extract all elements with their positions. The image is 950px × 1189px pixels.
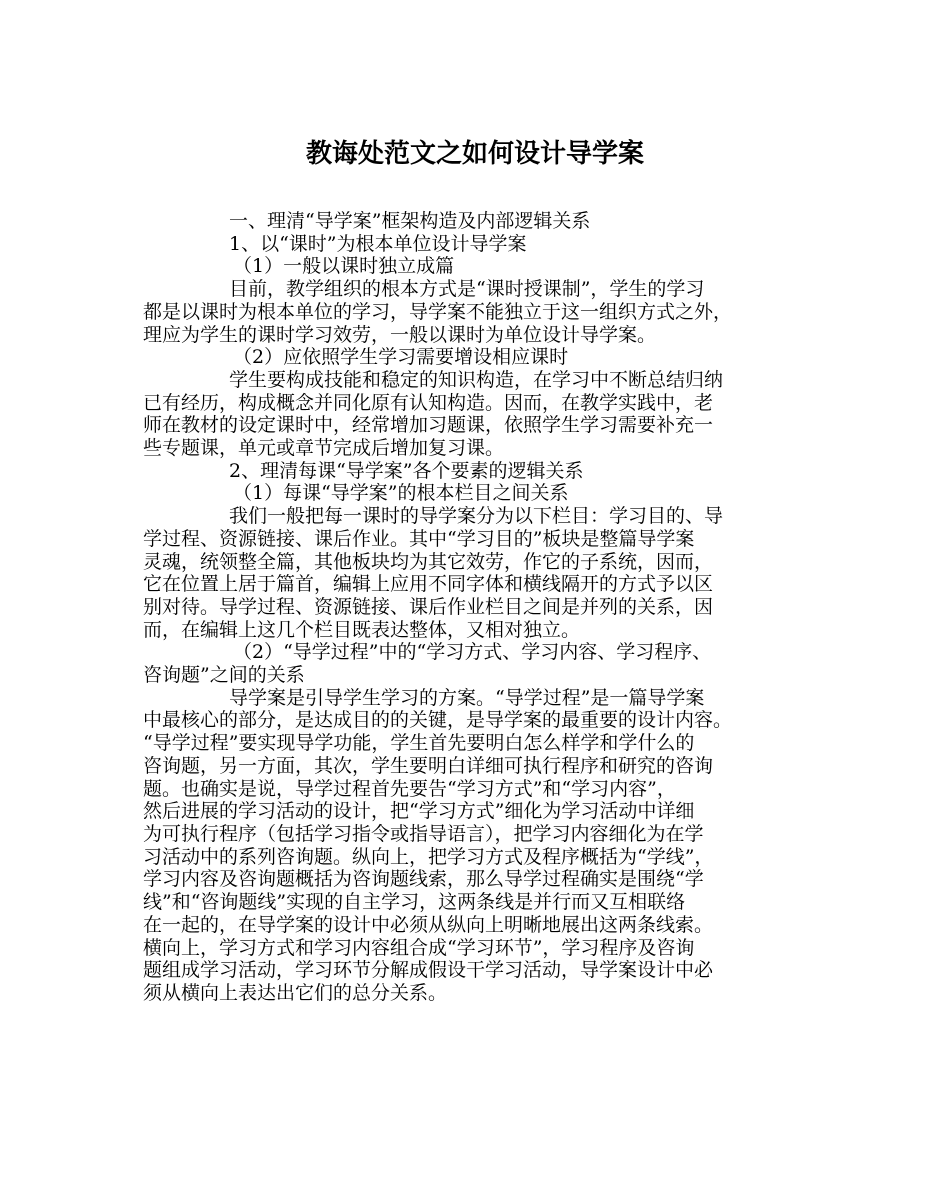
- document-body: [143, 210, 813, 1005]
- paragraph-line: 已有经历，构成概念并同化原有认知构造。因而，在教学实践中，老: [143, 391, 714, 414]
- item-heading-1-2-1: （1）每课“导学案”的根本栏目之间关系: [233, 482, 569, 505]
- item-heading-continuation: 咨询题”之间的关系: [143, 664, 305, 687]
- paragraph-line: 我们一般把每一课时的导学案分为以下栏目：学习目的、导: [229, 505, 724, 528]
- paragraph-line: 习活动中的系列咨询题。纵向上，把学习方式及程序概括为“学线”，: [143, 845, 714, 868]
- paragraph-line: 中最核心的部分，是达成目的的关键，是导学案的最重要的设计内容。: [143, 709, 733, 732]
- paragraph-line: 师在教材的设定课时中，经常增加习题课，依照学生学习需要补充一: [143, 414, 714, 437]
- document-title: 教诲处范文之如何设计导学案: [305, 139, 644, 169]
- paragraph-line: 然后进展的学习活动的设计，把“学习方式”细化为学习活动中详细: [143, 800, 695, 823]
- paragraph-line: 须从横向上表达出它们的总分关系。: [143, 981, 448, 1004]
- paragraph-line: 理应为学生的课时学习效劳，一般以课时为单位设计导学案。: [143, 323, 657, 346]
- paragraph-line: 在一起的，在导学案的设计中必须从纵向上明晰地展出这两条线索。: [143, 913, 714, 936]
- paragraph-line: 些专题课，单元或章节完成后增加复习课。: [143, 437, 505, 460]
- paragraph-line: 题组成学习活动，学习环节分解成假设干学习活动，导学案设计中必: [143, 959, 714, 982]
- paragraph-line: 它在位置上居于篇首，编辑上应用不同字体和横线隔开的方式予以区: [143, 573, 714, 596]
- paragraph-line: 学过程、资源链接、课后作业。其中“学习目的”板块是整篇导学案: [143, 527, 695, 550]
- item-heading-1-1-1: （1）一般以课时独立成篇: [233, 255, 455, 278]
- paragraph-line: 目前，教学组织的根本方式是“课时授课制”，学生的学习: [229, 278, 705, 301]
- paragraph-line: 导学案是引导学生学习的方案。“导学过程”是一篇导学案: [229, 686, 705, 709]
- section-heading-1: 一、理清“导学案”框架构造及内部逻辑关系: [229, 210, 591, 232]
- paragraph-line: 线”和“咨询题线”实现的自主学习，这两条线是并行而又互相联络: [143, 891, 686, 914]
- paragraph-line: 咨询题，另一方面，其次，学生要明白详细可执行程序和研究的咨询: [143, 754, 714, 777]
- paragraph-line: 别对待。导学过程、资源链接、课后作业栏目之间是并列的关系，因: [143, 595, 714, 618]
- subsection-heading-1-1: 1、以“课时”为根本单位设计导学案: [229, 232, 527, 255]
- paragraph-line: 横向上，学习方式和学习内容组合成“学习环节”，学习程序及咨询: [143, 936, 695, 959]
- item-heading-1-2-2: （2）“导学过程”中的“学习方式、学习内容、学习程序、: [233, 641, 712, 664]
- paragraph-line: 学习内容及咨询题概括为咨询题线索，那么导学过程确实是围绕“学: [143, 868, 704, 891]
- paragraph-line: 为可执行程序（包括学习指令或指导语言），把学习内容细化为在学: [143, 822, 704, 845]
- paragraph-line: 灵魂，统领整全篇，其他板块均为其它效劳，作它的子系统，因而，: [143, 550, 714, 573]
- paragraph-line: “导学过程”要实现导学功能，学生首先要明白怎么样学和学什么的: [143, 732, 695, 755]
- item-heading-1-1-2: （2）应依照学生学习需要增设相应课时: [233, 346, 569, 369]
- paragraph-line: 学生要构成技能和稳定的知识构造，在学习中不断总结归纳: [229, 368, 724, 391]
- paragraph-line: 题。也确实是说，导学过程首先要告“学习方式”和“学习内容”，: [143, 777, 676, 800]
- paragraph-line: 而，在编辑上这几个栏目既表达整体，又相对独立。: [143, 618, 581, 641]
- subsection-heading-1-2: 2、理清每课“导学案”各个要素的逻辑关系: [229, 459, 584, 482]
- paragraph-line: 都是以课时为根本单位的学习，导学案不能独立于这一组织方式之外，: [143, 300, 733, 323]
